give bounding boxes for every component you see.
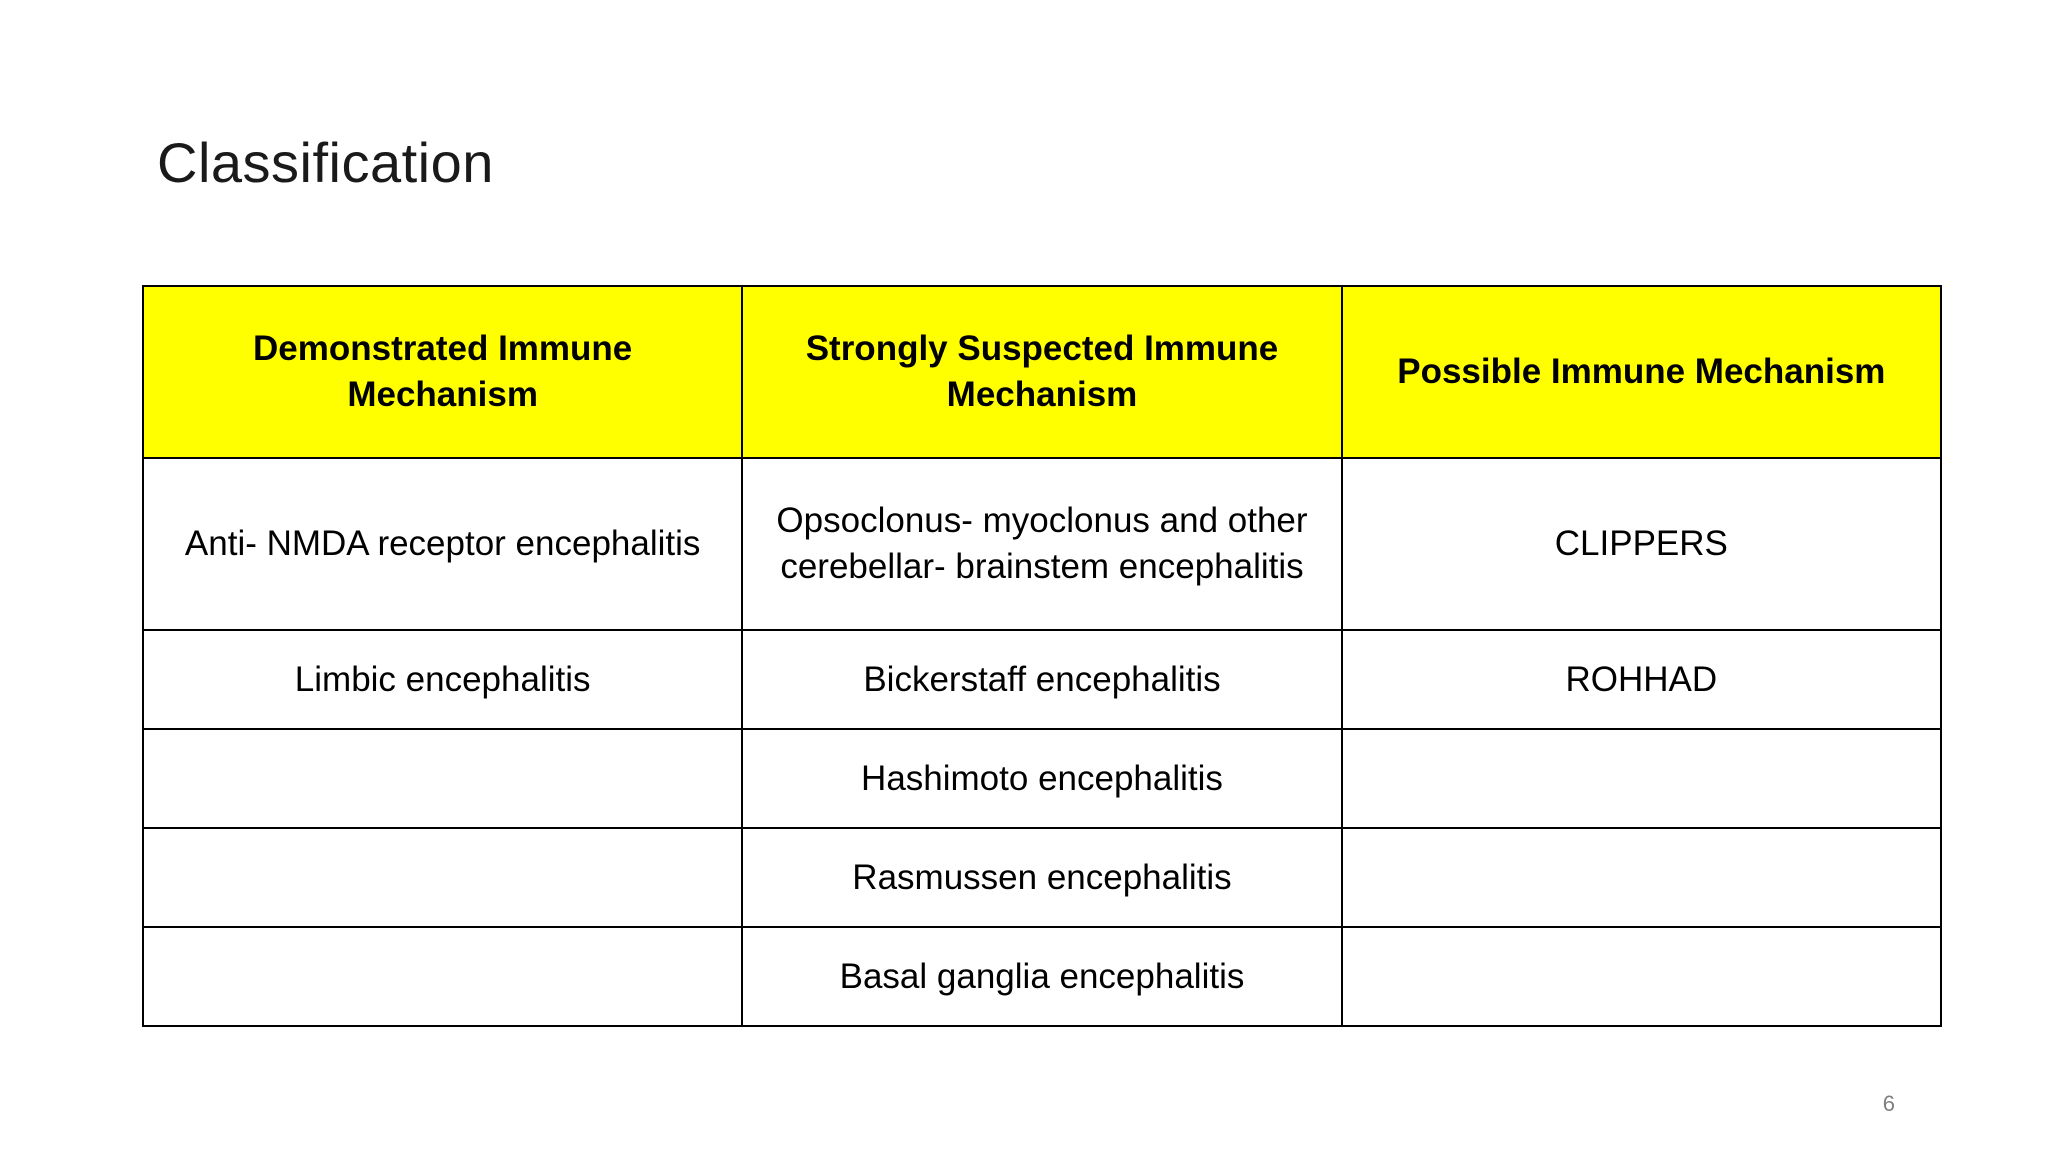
table-cell: [1342, 927, 1941, 1026]
table-cell: Opsoclonus- myoclonus and other cerebellar- brainstem encephalitis: [742, 458, 1341, 630]
table-row: [143, 729, 1941, 828]
table-row: [143, 458, 1941, 630]
table-cell: [1342, 729, 1941, 828]
table-row: [143, 927, 1941, 1026]
header-demonstrated: Demonstrated Immune Mechanism: [143, 286, 742, 458]
page-number: 6: [1882, 1091, 1895, 1116]
classification-table: [142, 285, 1942, 1027]
table-cell: CLIPPERS: [1342, 458, 1941, 630]
table-cell: [1342, 828, 1941, 927]
table-row: [143, 630, 1941, 729]
table-cell: [143, 828, 742, 927]
table-cell: Rasmussen encephalitis: [742, 828, 1341, 927]
table-cell: Basal ganglia encephalitis: [742, 927, 1341, 1026]
table-cell: [143, 729, 742, 828]
table-row: [143, 828, 1941, 927]
table-cell: [143, 927, 742, 1026]
table-header-row: [143, 286, 1941, 458]
table-cell: ROHHAD: [1342, 630, 1941, 729]
table-cell: Anti- NMDA receptor encephalitis: [143, 458, 742, 630]
header-strongly-suspected: Strongly Suspected Immune Mechanism: [742, 286, 1341, 458]
slide-title: Classification: [157, 131, 494, 194]
table-cell: Limbic encephalitis: [143, 630, 742, 729]
table-cell: Bickerstaff encephalitis: [742, 630, 1341, 729]
header-possible: Possible Immune Mechanism: [1342, 286, 1941, 458]
table-cell: Hashimoto encephalitis: [742, 729, 1341, 828]
